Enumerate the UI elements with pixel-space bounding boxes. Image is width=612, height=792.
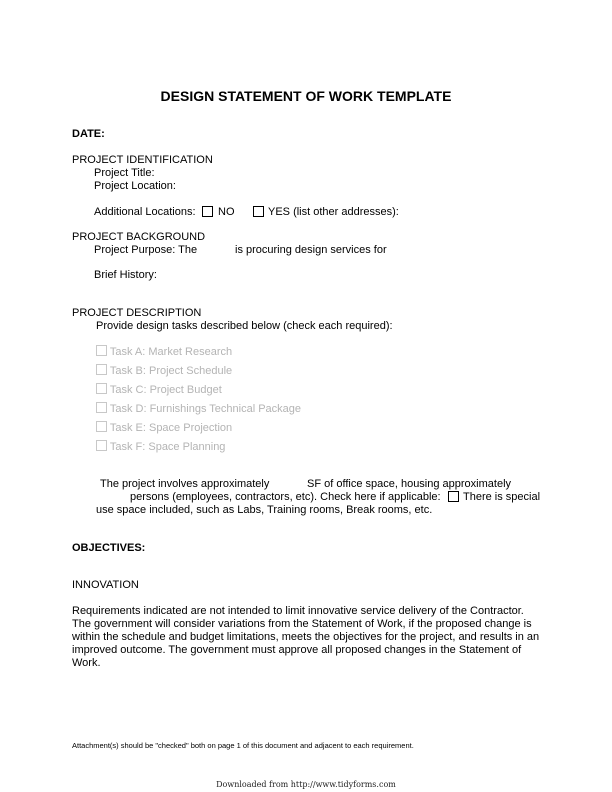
space-line1-a: The project involves approximately: [100, 478, 270, 490]
project-location-label: Project Location:: [94, 180, 176, 192]
project-purpose-label: Project Purpose: The: [94, 244, 198, 256]
yes-label: YES (list other addresses):: [268, 206, 399, 218]
no-checkbox[interactable]: [202, 206, 213, 217]
task-d-checkbox[interactable]: [96, 402, 107, 413]
task-f-label: Task F: Space Planning: [109, 441, 226, 453]
date-label: DATE:: [72, 128, 105, 140]
task-d-label: Task D: Furnishings Technical Package: [109, 403, 302, 415]
space-line1-b: SF of office space, housing approximately: [307, 478, 512, 490]
special-use-checkbox[interactable]: [448, 491, 459, 502]
task-c-label: Task C: Project Budget: [109, 384, 222, 396]
innovation-line: Work.: [72, 657, 101, 669]
project-description-heading: PROJECT DESCRIPTION: [72, 307, 202, 319]
task-f-checkbox[interactable]: [96, 440, 107, 451]
task-c-checkbox[interactable]: [96, 383, 107, 394]
task-a-label: Task A: Market Research: [109, 346, 233, 358]
task-b-label: Task B: Project Schedule: [109, 365, 233, 377]
innovation-line: within the schedule and budget limitations, meets the objectives for the project, and results in an: [72, 631, 540, 643]
project-purpose-text: is procuring design services for: [235, 244, 387, 256]
objectives-heading: OBJECTIVES:: [72, 542, 146, 554]
footer-link[interactable]: http://www.tidyforms.com: [290, 780, 396, 789]
task-e-label: Task E: Space Projection: [109, 422, 233, 434]
brief-history-label: Brief History:: [94, 269, 157, 281]
no-label: NO: [218, 206, 235, 218]
task-e-checkbox[interactable]: [96, 421, 107, 432]
page-title: DESIGN STATEMENT OF WORK TEMPLATE: [160, 88, 452, 104]
task-a-row[interactable]: [96, 345, 232, 358]
task-f-row[interactable]: [96, 440, 225, 453]
task-c-row[interactable]: [96, 383, 222, 396]
innovation-heading: INNOVATION: [72, 579, 139, 591]
task-b-checkbox[interactable]: [96, 364, 107, 375]
task-b-row[interactable]: [96, 364, 232, 377]
footer-prefix: Downloaded from: [216, 780, 289, 789]
project-title-label: Project Title:: [94, 167, 155, 179]
download-footer: [0, 780, 612, 789]
space-line2-a: persons (employees, contractors, etc). Check here if applicable:: [130, 491, 441, 503]
innovation-line: improved outcome. The government must approve all proposed changes in the Statement of: [72, 644, 522, 656]
innovation-paragraph: [72, 605, 539, 670]
space-line2-b: There is special: [463, 491, 541, 503]
yes-checkbox[interactable]: [253, 206, 264, 217]
task-a-checkbox[interactable]: [96, 345, 107, 356]
attachment-note: Attachment(s) should be "checked" both on page 1 of this document and adjacent to each requirement.: [72, 741, 414, 750]
innovation-line: Requirements indicated are not intended to limit innovative service delivery of the Contractor.: [72, 605, 524, 617]
innovation-line: The government will consider variations from the Statement of Work, if the proposed change is: [72, 618, 532, 630]
task-e-row[interactable]: [96, 421, 232, 434]
space-line3: use space included, such as Labs, Training rooms, Break rooms, etc.: [96, 504, 433, 516]
project-description-instruction: Provide design tasks described below (check each required):: [96, 320, 393, 332]
project-identification-heading: PROJECT IDENTIFICATION: [72, 154, 213, 166]
task-d-row[interactable]: [96, 402, 301, 415]
additional-locations-label: Additional Locations:: [94, 206, 196, 218]
project-background-heading: PROJECT BACKGROUND: [72, 231, 206, 243]
